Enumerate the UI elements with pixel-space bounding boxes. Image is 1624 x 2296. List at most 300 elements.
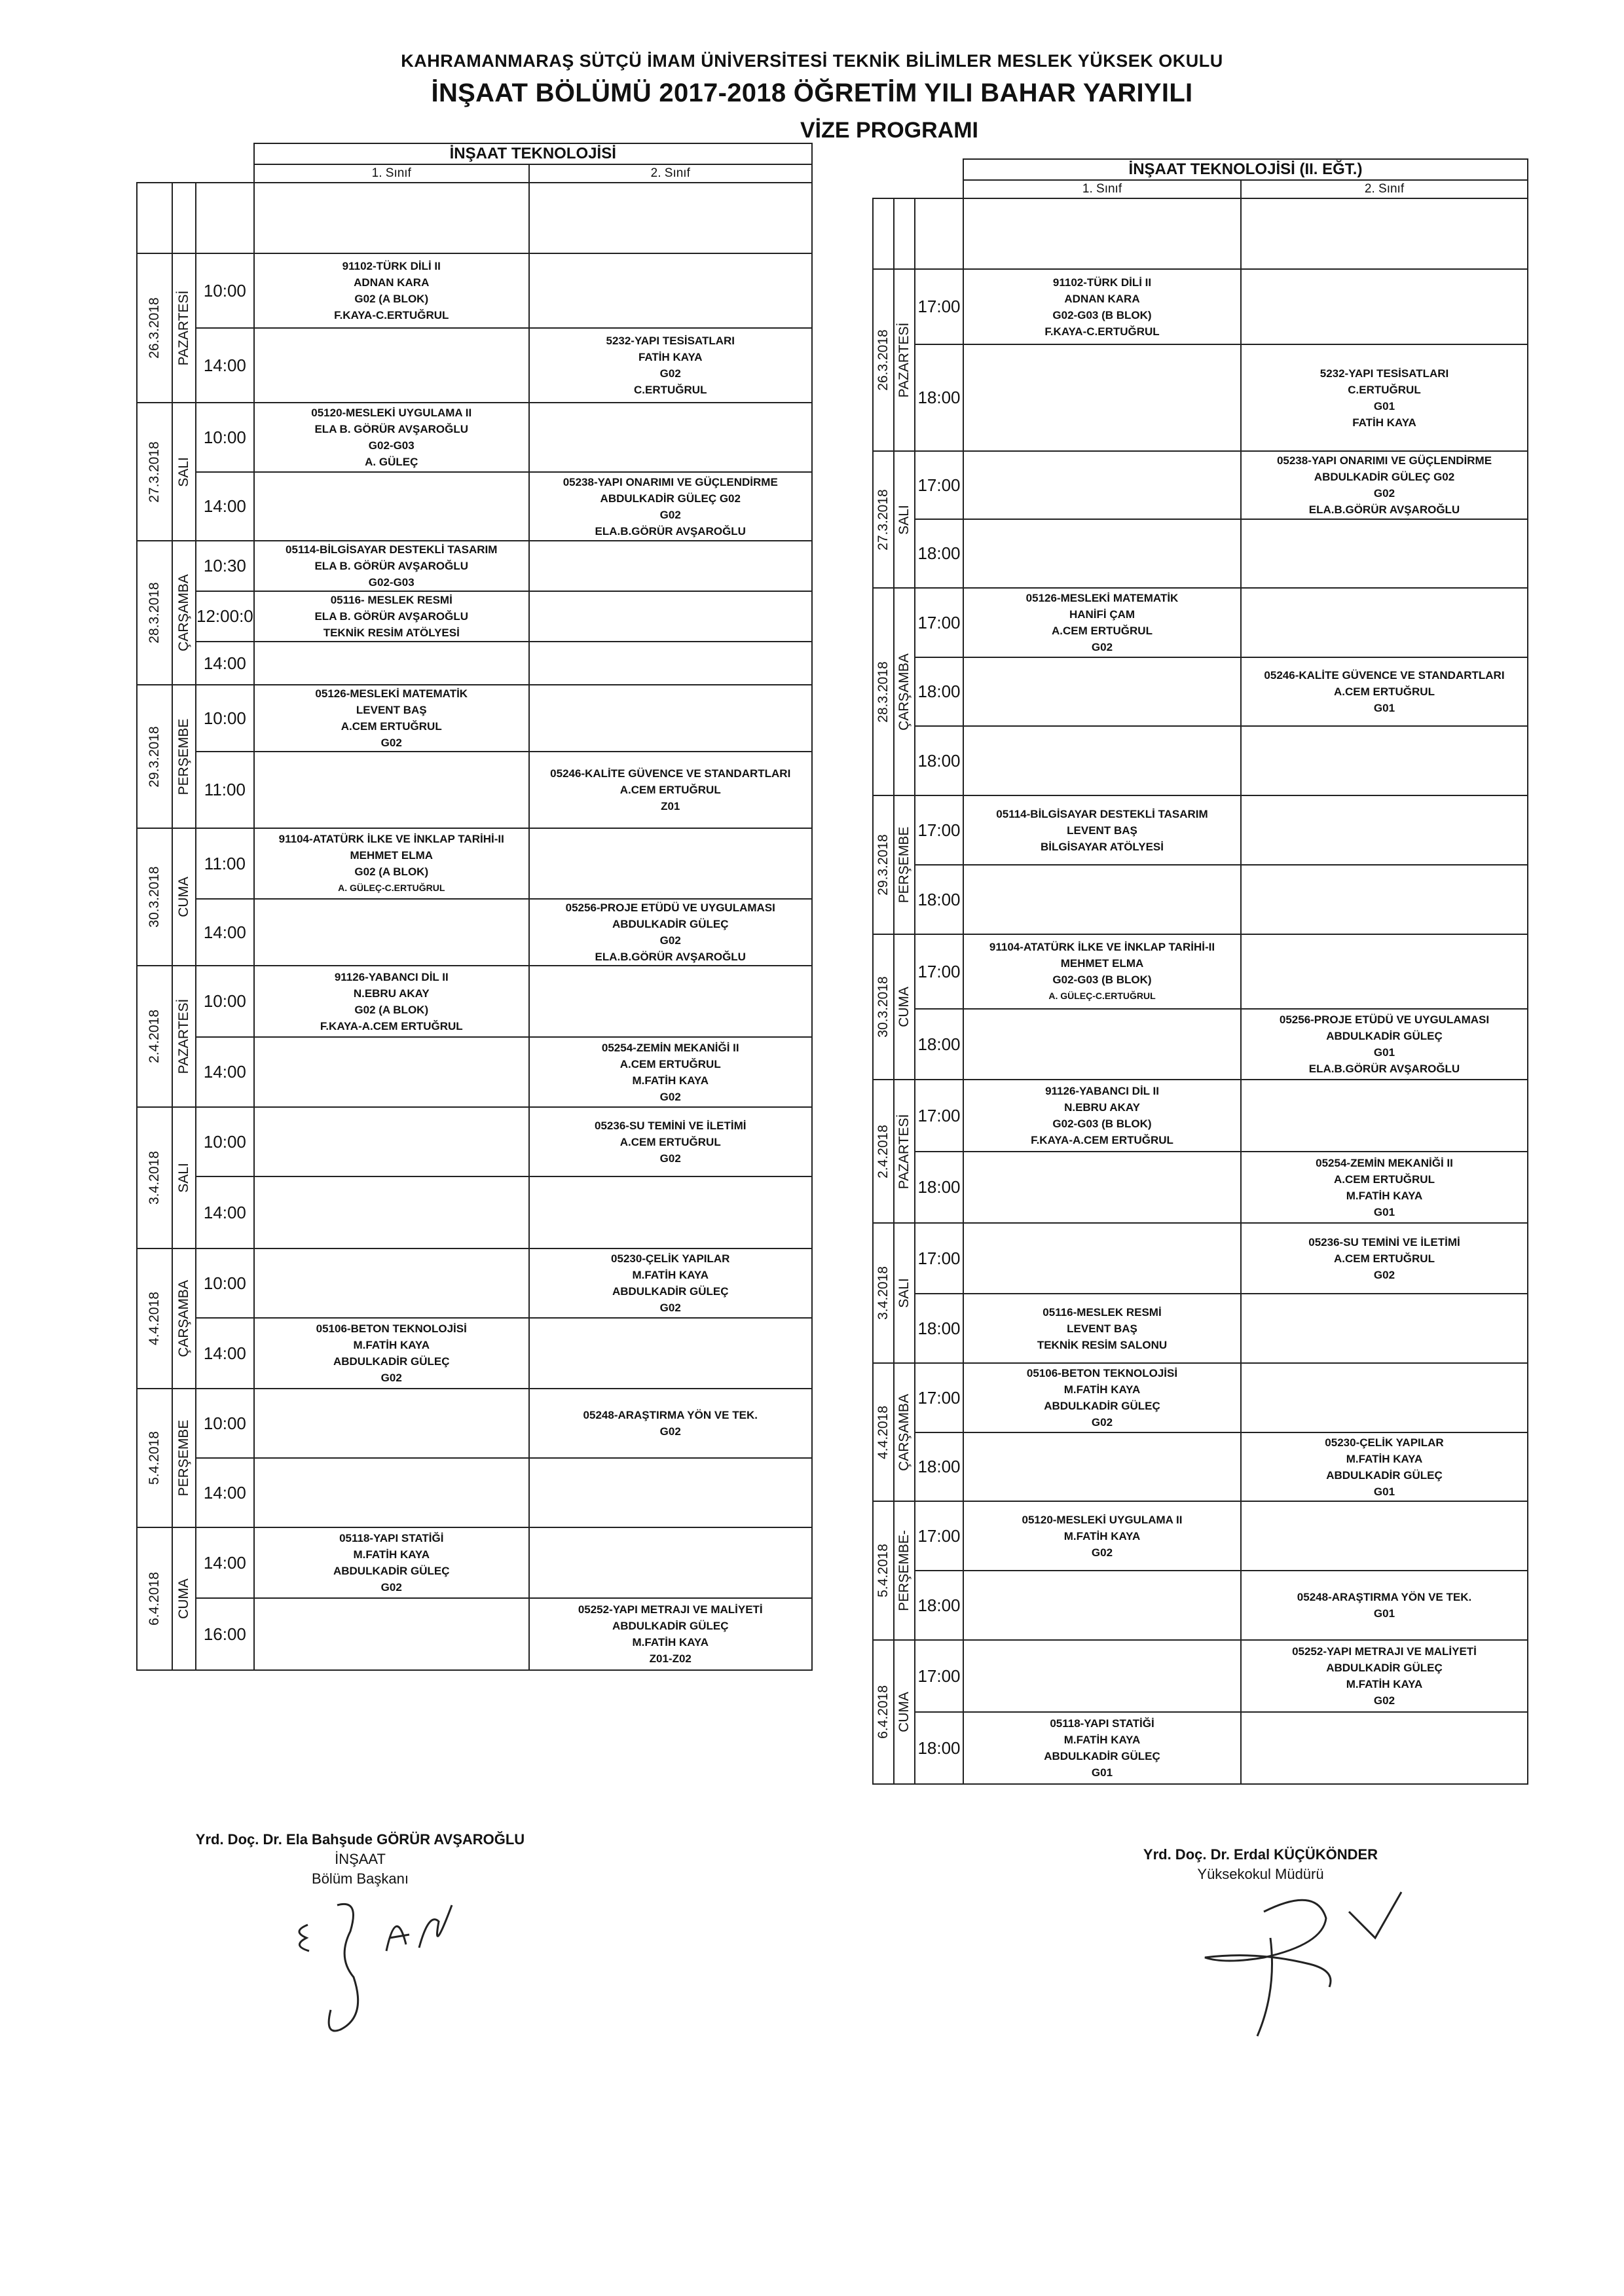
exam-detail-line: ABDULKADİR GÜLEÇ [612,1620,729,1632]
class2-exam-cell [529,685,812,752]
exam-date: 29.3.2018 [876,834,891,896]
exam-time: 10:00 [196,1389,254,1458]
course-title: 05106-BETON TEKNOLOJİSİ [1026,1367,1178,1379]
exam-detail-line: M.FATİH KAYA [353,1339,430,1351]
exam-date: 26.3.2018 [147,297,162,359]
weekday-cell [172,1527,196,1670]
weekday-cell [894,1080,915,1223]
weekday-cell [172,541,196,685]
course-title: 05114-BİLGİSAYAR DESTEKLİ TASARIM [286,543,498,556]
exam-detail-line: A. GÜLEÇ-C.ERTUĞRUL [1048,991,1156,1001]
exam-time: 14:00 [196,642,254,685]
course-title: 05254-ZEMİN MEKANİĞİ II [601,1041,739,1054]
exam-detail-line: BİLGİSAYAR ATÖLYESİ [1041,840,1164,853]
date-cell [137,685,172,828]
course-title: 5232-YAPI TESİSATLARI [606,335,735,347]
schedule-row [137,472,812,541]
class1-exam-cell [254,403,529,472]
class2-exam-cell [1241,1501,1528,1571]
exam-detail-line: G02 [1373,1268,1395,1281]
exam-detail-line: A.CEM ERTUĞRUL [619,784,721,796]
schedule-row [137,1389,812,1458]
weekday-name: PERŞEMBE [176,1419,191,1497]
class2-exam-cell [529,541,812,591]
schedule-row [873,588,1528,657]
class2-header: 2. Sınıf [1241,180,1528,198]
weekday-cell [172,183,196,253]
exam-detail-line: LEVENT BAŞ [1067,1322,1137,1335]
class2-exam-cell [1241,1432,1528,1501]
exam-time: 18:00 [915,1712,963,1784]
exam-date: 5.4.2018 [147,1431,162,1485]
exam-detail-line: M.FATİH KAYA [1063,1529,1141,1542]
exam-time: 14:00 [196,1037,254,1107]
exam-detail-line: A.CEM ERTUĞRUL [1334,685,1435,698]
exam-time: 17:00 [915,795,963,865]
exam-detail-line: ABDULKADİR GÜLEÇ [612,918,729,930]
exam-time: 10:30 [196,541,254,591]
exam-detail-line: A.CEM ERTUĞRUL [619,1057,721,1070]
schedule-row [137,1527,812,1598]
class2-exam-cell [529,1248,812,1318]
schedule-row [873,519,1528,588]
left-schedule-table [136,143,813,1671]
right-signer-name: Yrd. Doç. Dr. Erdal KÜÇÜKÖNDER [1143,1846,1378,1863]
exam-date: 4.4.2018 [147,1292,162,1345]
class1-exam-cell [254,328,529,403]
exam-time: 14:00 [196,1527,254,1598]
course-title: 05126-MESLEKİ MATEMATİK [1025,592,1179,604]
exam-date: 4.4.2018 [876,1405,891,1459]
schedule-row [137,685,812,752]
schedule-row [137,1107,812,1176]
class2-exam-cell [529,1389,812,1458]
schedule-row [873,657,1528,726]
exam-date: 6.4.2018 [876,1685,891,1739]
exam-detail-line: C.ERTUĞRUL [634,384,707,396]
exam-detail-line: ABDULKADİR GÜLEÇ [1044,1750,1160,1762]
class2-exam-cell [529,328,812,403]
class2-exam-cell [529,1107,812,1176]
class1-exam-cell [254,591,529,642]
date-cell [137,1107,172,1248]
exam-detail-line: G02 [380,1581,402,1594]
class1-exam-cell [963,865,1241,934]
class2-exam-cell [529,966,812,1037]
class2-exam-cell [1241,198,1528,269]
schedule-row [137,541,812,591]
course-title: 05246-KALİTE GÜVENCE VE STANDARTLARI [550,767,791,780]
header-blank [137,143,254,164]
exam-detail-line: M.FATİH KAYA [1063,1734,1141,1746]
exam-detail-line: N.EBRU AKAY [1064,1101,1140,1114]
course-title: 05118-YAPI STATİĞİ [1050,1717,1154,1730]
exam-detail-line: ELA.B.GÖRÜR AVŞAROĞLU [1308,503,1460,516]
program-name-header: İNŞAAT TEKNOLOJİSİ (II. EĞT.) [963,159,1528,180]
exam-detail-line: G02 [659,1152,681,1165]
weekday-cell [894,588,915,795]
class2-exam-cell [529,183,812,253]
exam-detail-line: LEVENT BAŞ [356,704,427,716]
class1-exam-cell [963,726,1241,795]
exam-time: 10:00 [196,966,254,1037]
exam-time: 11:00 [196,752,254,828]
weekday-name: PAZARTESİ [176,998,191,1074]
exam-detail-line: G02 [659,1090,681,1103]
exam-detail-line: G02 [659,1302,681,1314]
date-cell [137,403,172,541]
date-cell [137,966,172,1107]
date-cell [873,198,894,269]
schedule-row [137,828,812,899]
schedule-row [873,1432,1528,1501]
class2-exam-cell [529,1527,812,1598]
class1-exam-cell [254,828,529,899]
exam-time: 18:00 [915,865,963,934]
class1-exam-cell [963,1501,1241,1571]
exam-time: 10:00 [196,685,254,752]
schedule-row [873,344,1528,451]
exam-detail-line: A.CEM ERTUĞRUL [619,1135,721,1148]
exam-date: 6.4.2018 [147,1572,162,1626]
exam-detail-line: C.ERTUĞRUL [1348,383,1421,396]
class2-exam-cell [1241,1294,1528,1363]
course-title: 05106-BETON TEKNOLOJİSİ [316,1322,467,1335]
exam-time: 11:00 [196,828,254,899]
course-title: 05236-SU TEMİNİ VE İLETİMİ [1308,1235,1460,1248]
class1-exam-cell [254,183,529,253]
class2-exam-cell [529,1598,812,1670]
exam-date: 30.3.2018 [147,866,162,928]
exam-detail-line: ELA B. GÖRÜR AVŞAROĞLU [314,423,469,435]
class2-exam-cell [1241,519,1528,588]
schedule-row [873,1640,1528,1712]
exam-date: 26.3.2018 [876,329,891,391]
course-title: 91102-TÜRK DİLİ II [342,260,441,272]
schedule-row [137,591,812,642]
exam-detail-line: M.FATİH KAYA [632,1269,709,1281]
weekday-cell [172,1107,196,1248]
exam-detail-line: G02 [1091,1546,1113,1559]
date-cell [137,183,172,253]
class2-exam-cell [1241,1363,1528,1432]
left-signer-role2: Bölüm Başkanı [312,1870,409,1887]
schedule-row [137,966,812,1037]
course-title: 05230-ÇELİK YAPILAR [611,1252,730,1265]
schedule-row [137,1318,812,1389]
program-name-header: İNŞAAT TEKNOLOJİSİ [254,143,812,164]
weekday-cell [172,253,196,403]
date-cell [873,1080,894,1223]
exam-detail-line: M.FATİH KAYA [1346,1678,1423,1690]
date-cell [873,1501,894,1640]
exam-date: 3.4.2018 [876,1266,891,1320]
exam-detail-line: A.CEM ERTUĞRUL [1052,625,1153,637]
exam-detail-line: G02 [380,1372,402,1384]
class1-exam-cell [963,1294,1241,1363]
class1-exam-cell [254,1037,529,1107]
exam-time: 17:00 [915,1080,963,1152]
class2-exam-cell [529,899,812,966]
course-title: 05238-YAPI ONARIMI VE GÜÇLENDİRME [563,475,778,488]
exam-detail-line: ADNAN KARA [1064,292,1140,305]
header-blank [873,159,963,180]
date-cell [137,253,172,403]
date-cell [873,269,894,451]
date-cell [873,1363,894,1501]
schedule-row [873,1363,1528,1432]
weekday-name: SALI [176,456,191,487]
weekday-cell [172,685,196,828]
schedule-row [137,1458,812,1527]
exam-detail-line: ELA.B.GÖRÜR AVŞAROĞLU [595,951,746,963]
class1-header: 1. Sınıf [254,164,529,183]
exam-detail-line: FATİH KAYA [638,351,703,363]
exam-time: 17:00 [915,1223,963,1294]
weekday-name: CUMA [176,877,191,917]
weekday-name: SALI [896,1278,912,1308]
date-cell [137,541,172,685]
exam-detail-line: G01 [1373,399,1395,412]
schedule-row [137,253,812,328]
class1-exam-cell [963,344,1241,451]
exam-detail-line: A. GÜLEÇ [365,456,418,468]
course-title: 91126-YABANCI DİL II [334,970,449,983]
class2-exam-cell [1241,795,1528,865]
weekday-name: ÇARŞAMBA [896,1393,912,1471]
exam-detail-line: G02-G03 (B BLOK) [1052,1118,1152,1130]
schedule-row [873,726,1528,795]
class2-exam-cell [529,1458,812,1527]
course-title: 91104-ATATÜRK İLKE VE İNKLAP TARİHİ-II [989,941,1215,953]
course-title: 05114-BİLGİSAYAR DESTEKLİ TASARIM [996,807,1208,820]
weekday-cell [894,795,915,934]
exam-detail-line: G01 [1091,1766,1113,1779]
exam-time: 18:00 [915,344,963,451]
exam-detail-line: ABDULKADİR GÜLEÇ G02 [1314,471,1455,483]
exam-time: 18:00 [915,1571,963,1640]
schedule-row [137,1176,812,1248]
exam-detail-line: TEKNİK RESİM SALONU [1037,1338,1168,1351]
exam-time [915,198,963,269]
class1-exam-cell [254,642,529,685]
exam-detail-line: ABDULKADİR GÜLEÇ [1326,1468,1443,1482]
schedule-row [137,1037,812,1107]
schedule-row [137,642,812,685]
exam-time: 17:00 [915,1640,963,1712]
course-title: 05248-ARAŞTIRMA YÖN VE TEK. [583,1409,758,1421]
exam-detail-line: ABDULKADİR GÜLEÇ G02 [600,492,741,505]
exam-time: 18:00 [915,657,963,726]
schedule-row [873,795,1528,865]
exam-detail-line: G02 [659,934,681,947]
weekday-name: CUMA [176,1578,191,1619]
exam-time: 16:00 [196,1598,254,1670]
weekday-cell [894,1223,915,1363]
exam-detail-line: ABDULKADİR GÜLEÇ [612,1285,729,1298]
left-handwritten-signature [288,1886,471,2043]
schedule-row [873,1571,1528,1640]
course-title: 05254-ZEMİN MEKANİĞİ II [1316,1156,1453,1169]
exam-time: 14:00 [196,1458,254,1527]
date-cell [137,1248,172,1389]
schedule-row [873,1294,1528,1363]
exam-time: 12:00:0 [196,591,254,642]
course-title: 5232-YAPI TESİSATLARI [1320,367,1449,380]
weekday-cell [894,451,915,588]
schedule-row [873,451,1528,519]
class1-exam-cell [963,269,1241,344]
exam-detail-line: F.KAYA-C.ERTUĞRUL [1044,325,1160,338]
course-title: 05256-PROJE ETÜDÜ VE UYGULAMASI [1279,1013,1490,1026]
exam-detail-line: G02-G03 (B BLOK) [1052,308,1152,321]
weekday-name: ÇARŞAMBA [896,653,912,731]
exam-detail-line: G02-G03 [368,439,415,452]
exam-detail-line: M.FATİH KAYA [1346,1189,1423,1202]
exam-detail-line: ABDULKADİR GÜLEÇ [333,1565,450,1577]
exam-detail-line: G01 [1373,1046,1395,1059]
exam-time: 10:00 [196,1248,254,1318]
class1-exam-cell [254,472,529,541]
class1-exam-cell [254,1598,529,1670]
exam-detail-line: MEHMET ELMA [1060,957,1144,970]
class1-exam-cell [963,934,1241,1009]
header-blank [137,164,254,183]
schedule-row [137,752,812,828]
weekday-cell [172,1248,196,1389]
exam-time: 18:00 [915,1152,963,1223]
course-title: 05116- MESLEK RESMİ [330,594,452,606]
program-title: VİZE PROGRAMI [800,118,979,143]
weekday-name: CUMA [896,1692,912,1732]
schedule-row [873,1712,1528,1784]
schedule-row [873,934,1528,1009]
class1-exam-cell [963,519,1241,588]
schedule-row [137,328,812,403]
class1-exam-cell [963,1571,1241,1640]
class1-exam-cell [963,451,1241,519]
exam-detail-line: G01 [1373,702,1395,714]
class2-exam-cell [1241,1571,1528,1640]
date-cell [873,588,894,795]
course-title: 05118-YAPI STATİĞİ [339,1532,444,1544]
exam-detail-line: ELA B. GÖRÜR AVŞAROĞLU [314,560,469,572]
department-title: İNŞAAT BÖLÜMÜ 2017-2018 ÖĞRETİM YILI BAHAR YARIYILI [431,79,1193,107]
course-title: 05248-ARAŞTIRMA YÖN VE TEK. [1297,1591,1472,1603]
class2-exam-cell [529,1318,812,1389]
course-title: 05252-YAPI METRAJI VE MALİYETİ [1292,1645,1477,1658]
exam-detail-line: ABDULKADİR GÜLEÇ [1044,1400,1160,1412]
course-title: 05252-YAPI METRAJI VE MALİYETİ [578,1603,763,1616]
right-signer-role: Yüksekokul Müdürü [1197,1866,1324,1882]
class1-exam-cell [254,966,529,1037]
exam-date: 28.3.2018 [876,661,891,723]
class2-exam-cell [1241,588,1528,657]
class1-exam-cell [254,899,529,966]
class2-exam-cell [1241,451,1528,519]
exam-detail-line: G02 [1373,1694,1395,1707]
weekday-name: PAZARTESİ [176,290,191,366]
class1-exam-cell [254,1389,529,1458]
exam-time: 17:00 [915,588,963,657]
exam-time: 17:00 [915,1363,963,1432]
exam-detail-line: G02 (A BLOK) [354,293,429,305]
course-title: 05230-ÇELİK YAPILAR [1325,1436,1444,1449]
exam-detail-line: M.FATİH KAYA [353,1548,430,1561]
class1-exam-cell [254,541,529,591]
class1-exam-cell [963,657,1241,726]
exam-detail-line: ELA.B.GÖRÜR AVŞAROĞLU [1308,1063,1460,1075]
weekday-name: ÇARŞAMBA [176,1280,191,1357]
exam-detail-line: HANİFİ ÇAM [1069,608,1135,621]
exam-detail-line: ELA.B.GÖRÜR AVŞAROĞLU [595,524,746,538]
schedule-row [873,269,1528,344]
exam-time: 17:00 [915,451,963,519]
exam-detail-line: G01 [1373,1485,1395,1498]
exam-detail-line: G02 [380,737,402,749]
course-title: 05126-MESLEKİ MATEMATİK [315,687,468,700]
class1-exam-cell [254,1458,529,1527]
class1-header: 1. Sınıf [963,180,1241,198]
class2-exam-cell [529,1176,812,1248]
exam-detail-line: LEVENT BAŞ [1067,824,1137,837]
class1-exam-cell [963,1712,1241,1784]
class1-exam-cell [254,685,529,752]
exam-detail-line: G01 [1373,1205,1395,1218]
exam-time: 14:00 [196,328,254,403]
class1-exam-cell [963,1640,1241,1712]
exam-detail-line: F.KAYA-A.CEM ERTUĞRUL [1031,1134,1173,1146]
class2-exam-cell [529,1037,812,1107]
exam-time: 17:00 [915,269,963,344]
exam-detail-line: MEHMET ELMA [350,849,434,862]
exam-time: 10:00 [196,253,254,328]
class2-exam-cell [529,403,812,472]
exam-time: 17:00 [915,934,963,1009]
class1-exam-cell [254,1318,529,1389]
exam-detail-line: ABDULKADİR GÜLEÇ [1326,1030,1443,1042]
weekday-name: PERŞEMBE- [896,1530,912,1611]
class1-exam-cell [963,1432,1241,1501]
weekday-name: PAZARTESİ [896,1114,912,1189]
exam-date: 29.3.2018 [147,725,162,788]
schedule-row [873,1009,1528,1080]
course-title: 91104-ATATÜRK İLKE VE İNKLAP TARİHİ-II [278,833,504,845]
exam-date: 3.4.2018 [147,1151,162,1205]
class2-exam-cell [529,472,812,541]
weekday-name: SALI [176,1163,191,1193]
class1-exam-cell [254,253,529,328]
course-title: 91102-TÜRK DİLİ II [1052,276,1152,289]
class2-exam-cell [1241,934,1528,1009]
class1-exam-cell [963,1152,1241,1223]
class2-exam-cell [529,591,812,642]
weekday-cell [172,966,196,1107]
right-schedule-table [872,158,1528,1785]
weekday-name: ÇARŞAMBA [176,574,191,651]
exam-detail-line: ABDULKADİR GÜLEÇ [1326,1662,1443,1674]
class2-exam-cell [1241,726,1528,795]
course-title: 05256-PROJE ETÜDÜ VE UYGULAMASI [565,902,775,914]
exam-date: 30.3.2018 [876,976,891,1038]
schedule-row [873,198,1528,269]
exam-detail-line: G02 [1373,487,1395,500]
exam-time: 18:00 [915,519,963,588]
weekday-name: CUMA [896,987,912,1027]
class2-exam-cell [1241,865,1528,934]
exam-detail-line: M.FATİH KAYA [632,1074,709,1087]
exam-time [196,183,254,253]
